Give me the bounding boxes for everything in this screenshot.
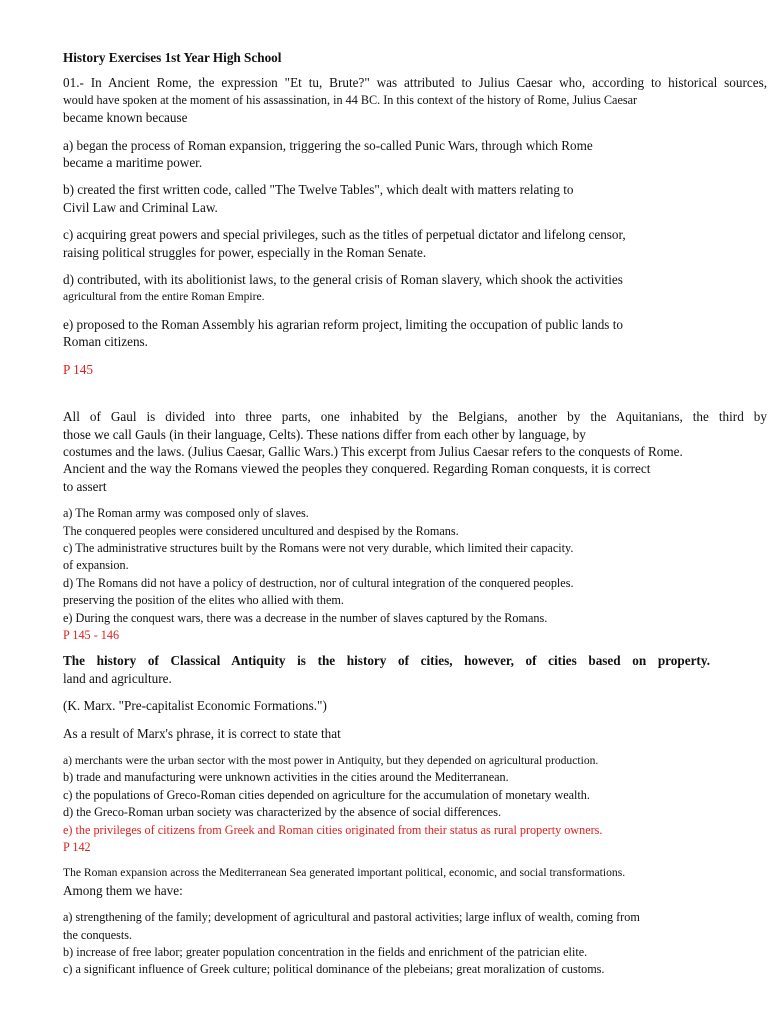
q3-option-d: d) the Greco-Roman urban society was characterized by the absence of social differences.	[63, 805, 501, 820]
q1-option-c-line-1: c) acquiring great powers and special privileges, such as the titles of perpetual dictator and lifelong censor,	[63, 227, 626, 243]
q1-stem-line-1: 01.- In Ancient Rome, the expression "Et tu, Brute?" was attributed to Julius Caesar who, according to historical sources,	[63, 75, 767, 91]
q1-stem-line-2: would have spoken at the moment of his assassination, in 44 BC. In this context of the history of Rome, Julius Caesar	[63, 92, 638, 107]
q2-stem-line-5: to assert	[63, 478, 107, 494]
q2-page-reference: P 145 - 146	[63, 627, 120, 642]
q1-option-d-line-2: agricultural from the entire Roman Empire.	[63, 290, 265, 304]
question-4	[63, 864, 743, 978]
q1-option-b-line-1: b) created the first written code, called "The Twelve Tables", which dealt with matters relating to	[63, 182, 574, 198]
q1-option-c-line-2: raising political struggles for power, especially in the Roman Senate.	[63, 244, 427, 260]
q1-option-a-line-2: became a maritime power.	[63, 155, 203, 171]
q4-option-a-line-2: the conquests.	[63, 927, 133, 942]
q2-option-c-line-1: c) The administrative structures built by the Romans were not very durable, which limited their capacity.	[63, 540, 574, 555]
question-2	[63, 408, 767, 644]
q2-option-a: a) The Roman army was composed only of slaves.	[63, 506, 309, 521]
q3-option-c: c) the populations of Greco-Roman cities depended on agriculture for the accumulation of monetary wealth.	[63, 787, 590, 802]
document-page	[63, 49, 767, 979]
question-3	[63, 652, 743, 856]
q2-stem-line-1: All of Gaul is divided into three parts, one inhabited by the Belgians, another by the Aquitanians, the third by	[63, 409, 767, 425]
q2-stem-line-2: those we call Gauls (in their language, Celts). These nations differ from each other by language, by	[63, 426, 586, 442]
q3-quote-line-2: land and agriculture.	[63, 670, 172, 686]
q2-option-d-line-2: preserving the position of the elites who allied with them.	[63, 593, 344, 608]
page-title: History Exercises 1st Year High School	[63, 50, 282, 65]
q3-option-a: a) merchants were the urban sector with the most power in Antiquity, but they depended on agricultural production.	[63, 754, 599, 767]
q3-page-reference: P 142	[63, 840, 91, 855]
q4-option-a-line-1: a) strengthening of the family; development of agricultural and pastoral activities; large influx of wealth, coming from	[63, 910, 640, 925]
q2-stem-line-4: Ancient and the way the Romans viewed the peoples they conquered. Regarding Roman conquests, it is correct	[63, 461, 651, 477]
q2-option-c-line-2: of expansion.	[63, 558, 129, 573]
q3-option-b: b) trade and manufacturing were unknown activities in the cities around the Mediterranean.	[63, 770, 509, 785]
q1-option-e-line-2: Roman citizens.	[63, 334, 148, 350]
q1-option-e	[63, 316, 743, 351]
q1-option-a	[63, 137, 743, 172]
q3-options	[63, 752, 743, 856]
q1-option-e-line-1: e) proposed to the Roman Assembly his agrarian reform project, limiting the occupation of public lands to	[63, 316, 623, 332]
q4-options	[63, 909, 743, 979]
q2-stem-line-3: costumes and the laws. (Julius Caesar, Gallic Wars.) This excerpt from Julius Caesar refers to the conquests of Rome.	[63, 443, 683, 459]
q3-quote-source: (K. Marx. "Pre-capitalist Economic Formations.")	[63, 698, 327, 714]
q1-option-b-line-2: Civil Law and Criminal Law.	[63, 199, 218, 215]
q1-option-d-line-1: d) contributed, with its abolitionist laws, to the general crisis of Roman slavery, which shook the activities	[63, 272, 623, 288]
q2-option-e: e) During the conquest wars, there was a decrease in the number of slaves captured by the Romans.	[63, 610, 548, 625]
q1-option-b	[63, 181, 743, 216]
q1-stem-line-3: became known because	[63, 110, 188, 126]
q2-options	[63, 505, 743, 644]
q4-option-c: c) a significant influence of Greek culture; political dominance of the plebeians; great moralization of customs.	[63, 962, 605, 977]
q4-stem-line-2: Among them we have:	[63, 882, 183, 898]
q1-option-d	[63, 271, 743, 306]
question-1	[63, 74, 767, 378]
q3-quote-line-1: The history of Classical Antiquity is the history of cities, however, of cities based on property.	[63, 653, 710, 669]
q2-option-d-line-1: d) The Romans did not have a policy of destruction, nor of cultural integration of the conquered peoples.	[63, 575, 574, 590]
q4-option-b: b) increase of free labor; greater population concentration in the fields and enrichment of the patrician elite.	[63, 945, 588, 960]
q3-stem: As a result of Marx's phrase, it is correct to state that	[63, 725, 341, 741]
q1-option-c	[63, 226, 743, 261]
q2-option-b: The conquered peoples were considered uncultured and despised by the Romans.	[63, 523, 459, 538]
q1-option-a-line-1: a) began the process of Roman expansion, triggering the so-called Punic Wars, through which Rome	[63, 137, 593, 153]
q1-page-reference: P 145	[63, 361, 93, 377]
q3-option-e-highlighted: e) the privileges of citizens from Greek and Roman cities originated from their status as rural property owners.	[63, 822, 603, 837]
q4-stem-line-1: The Roman expansion across the Mediterranean Sea generated important political, economic, and social transformations.	[63, 866, 626, 880]
